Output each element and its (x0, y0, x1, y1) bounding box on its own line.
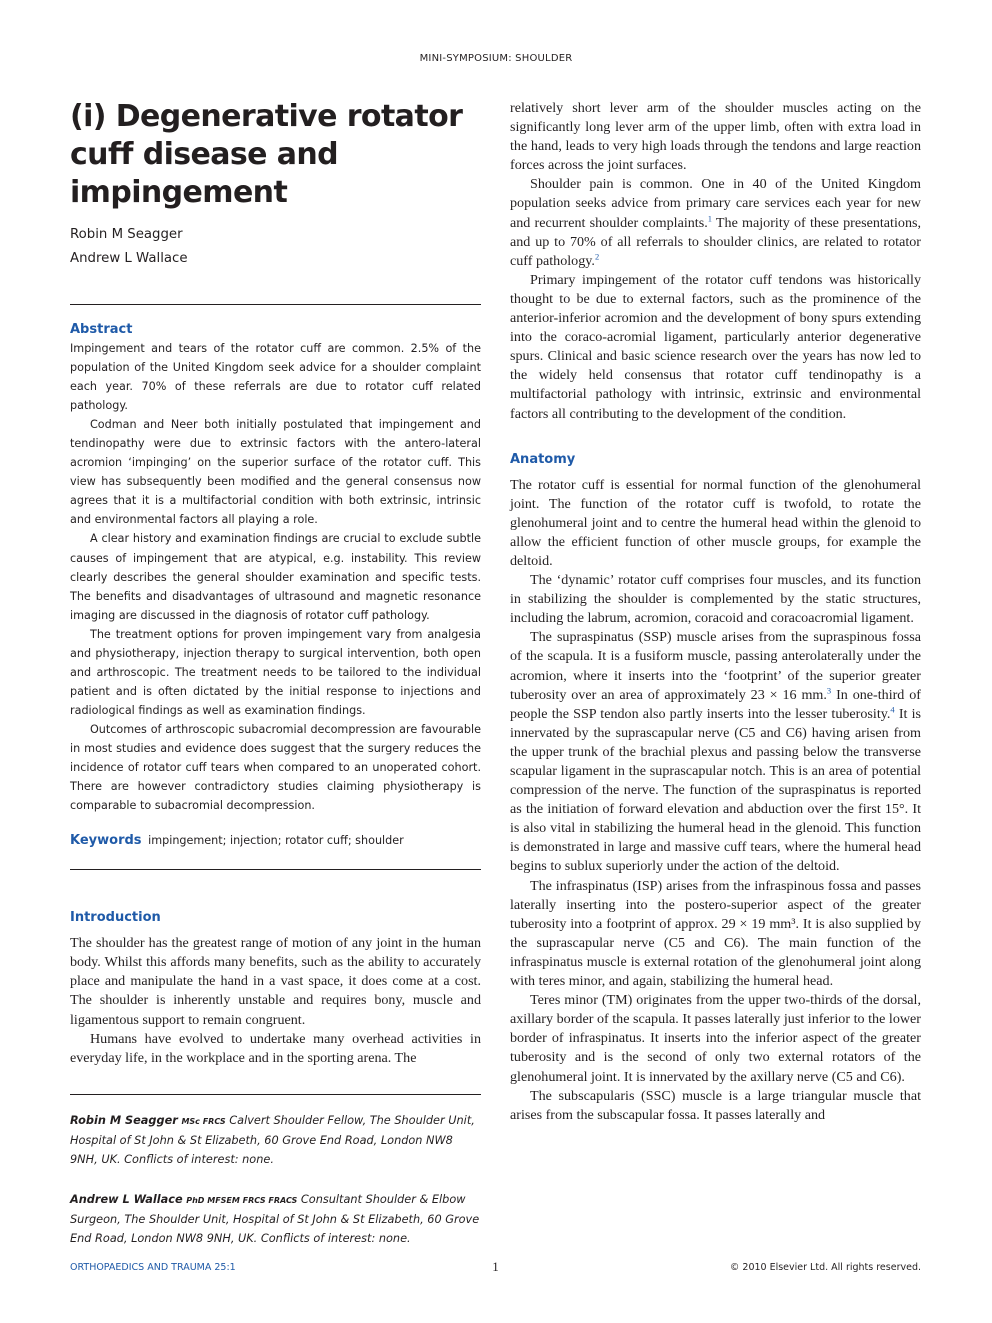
body-paragraph: The ‘dynamic’ rotator cuff comprises four muscles, and its function in stabilizing the shoulder is complemented by the static structures, including the labrum, acromion, coracoid and coracoacromial ligament. (510, 572, 921, 627)
body-paragraph: The subscapularis (SSC) muscle is a large triangular muscle that arises from the subscapular fossa. It passes laterally and (510, 1087, 921, 1123)
body-text: In one-third of people the SSP tendon also partly inserts into the lesser tuberosity. (510, 686, 921, 722)
affiliation-degrees: PhD MFSEM FRCS FRACS (186, 1195, 298, 1205)
citation-link[interactable]: 4 (890, 704, 895, 715)
body-text: The majority of these presentations, and up to 70% of all referrals to shoulder clinics, are related to rotator cuff pathology. (510, 214, 921, 269)
body-paragraph (510, 628, 921, 876)
abstract-paragraph: A clear history and examination findings are crucial to exclude subtle causes of impingement that are atypical, e.g. instability. This review clearly describes the general shoulder examination and specific tests. The benefits and disadvantages of ultrasound and magnetic resonance imaging are discussed in the diagnosis of rotator cuff pathology. (70, 532, 481, 622)
divider (70, 304, 481, 305)
body-paragraph: The shoulder has the greatest range of motion of any joint in the human body. Whilst this affords many benefits, such as the ability to accurately place and manipulate the hand in a vast space, it does come at a cost. The shoulder is inherently unstable and requires bony, muscle and ligamentous support to remain congruent. (70, 935, 481, 1028)
introduction-heading: Introduction (70, 910, 161, 926)
author-name: Robin M Seagger (70, 227, 183, 242)
body-paragraph: The rotator cuff is essential for normal function of the glenohumeral joint. The function of the rotator cuff is twofold, to rotate the glenohumeral joint and to centre the humeral head within the glenoid to allow the efficient function of other muscle groups, for example the deltoid. (510, 476, 921, 569)
citation-link[interactable]: 3 (826, 684, 832, 695)
body-text: The supraspinatus (SSP) muscle arises from the supraspinous fossa of the scapula. It is a fusiform muscle, passing anterolaterally under the acromion, where it inserts into the ‘footprint’ of the superior greater tuberosity over an area of approximately 23 × 16 mm. (510, 629, 921, 703)
copyright: © 2010 Elsevier Ltd. All rights reserved. (729, 1262, 921, 1273)
abstract-paragraph: Codman and Neer both initially postulated that impingement and tendinopathy were due to extrinsic factors with the antero-lateral acromion ‘impinging’ on the superior surface of the rotator cuff. This view has subsequently been modified and the general consensus now agrees that it is a multifactorial condition with both extrinsic, intrinsic and environmental factors all playing a role. (70, 418, 481, 527)
body-paragraph: Teres minor (TM) originates from the upper two-thirds of the dorsal, axillary border of the scapula. It passes laterally just inferior to the lower border of infraspinatus. It inserts into the inferior aspect of the greater tuberosity and is the second of only two external rotators of the glenohumeral joint. It is innervated by the axillary nerve (C5 and C6). (510, 992, 921, 1085)
article-title: (i) Degenerative rotator cuff disease and impingement (70, 99, 463, 210)
author-list (70, 223, 481, 271)
body-paragraph: The infraspinatus (ISP) arises from the infraspinous fossa and passes laterally inserting into the postero-superior aspect of the greater tuberosity into a footprint of approx. 29 × 19 mm³. It is also supplied by the suprascapular nerve (C5 and C6). The main function of the infraspinatus muscle is external rotation of the glenohumeral joint along with teres minor, and again, stabilizing the humeral head. (510, 877, 921, 990)
body-paragraph: relatively short lever arm of the shoulder muscles acting on the significantly long lever arm of the upper limb, often with extra load in the hand, leads to very high loads through the tendons and large reaction forces across the joint surfaces. (510, 100, 921, 174)
abstract-paragraph: The treatment options for proven impingement vary from analgesia and physiotherapy, injection therapy to surgical intervention, both open and arthroscopic. The treatment needs to be tailored to the individual patient and is often dictated by the initial response to injections and radiological findings as well as examination findings. (70, 627, 481, 717)
keywords-label: Keywords (70, 833, 142, 849)
abstract (70, 322, 481, 815)
author-name: Andrew L Wallace (70, 251, 188, 266)
anatomy-heading: Anatomy (510, 451, 576, 467)
affiliation-text: Calvert Shoulder Fellow, The Shoulder Unit, Hospital of St John & St Elizabeth, 60 Grove End Road, London NW8 9NH, UK. Conflicts of interest: none. (70, 1113, 475, 1166)
affiliation-name: Andrew L Wallace (70, 1192, 183, 1206)
left-column (70, 98, 481, 1248)
abstract-paragraph: Impingement and tears of the rotator cuff are common. 2.5% of the population of the United Kingdom seek advice for a shoulder complaint each year. 70% of these referrals are due to rotator cuff related pathology. (70, 342, 481, 413)
affiliation (70, 1111, 481, 1169)
body-paragraph: Humans have evolved to undertake many overhead activities in everyday life, in the workplace and in the sporting arena. The (70, 1030, 481, 1066)
abstract-paragraph: Outcomes of arthroscopic subacromial decompression are favourable in most studies and evidence does suggest that the surgery reduces the incidence of rotator cuff tears when compared to an unoperated cohort. There are however contradictory studies claiming physiotherapy is comparable to subacromial decompression. (70, 722, 481, 813)
keywords (70, 833, 481, 848)
affiliation (70, 1190, 481, 1248)
journal-name: ORTHOPAEDICS AND TRAUMA 25:1 (70, 1262, 236, 1273)
affiliation-text: Consultant Shoulder & Elbow Surgeon, The Shoulder Unit, Hospital of St John & St Elizabeth, 60 Grove End Road, London NW8 9NH, UK. Conflicts of interest: none. (70, 1192, 480, 1245)
body-text: Shoulder pain is common. One in 40 of the United Kingdom population seeks advice from primary care services each year for new and recurrent shoulder complaints. (510, 176, 921, 231)
introduction-section (70, 910, 481, 1068)
citation-link[interactable]: 1 (707, 212, 712, 223)
keywords-list: impingement; injection; rotator cuff; shoulder (148, 834, 404, 848)
affiliation-name: Robin M Seagger (70, 1113, 178, 1127)
page-number: 1 (492, 1259, 499, 1274)
abstract-heading: Abstract (70, 322, 133, 337)
affiliation-degrees: MSc FRCS (181, 1116, 226, 1126)
body-paragraph (510, 175, 921, 270)
divider (70, 869, 481, 870)
citation-link[interactable]: 2 (594, 251, 600, 262)
body-text: It is innervated by the suprascapular nerve (C5 and C6) having arisen from the upper trunk of the brachial plexus and passing below the transverse scapular ligament in the suprascapular notch. This is an area of potential compression of the nerve. The function of the supraspinatus is reported as the initiation of forward elevation and abduction over the first 15°. It is also vital in stabilizing the humeral head in the glenoid. This function is demonstrated in large and massive cuff tears, where the humeral head begins to sublux superiorly under the action of the deltoid. (510, 705, 922, 875)
author-affiliations (70, 1111, 481, 1248)
running-header: MINI-SYMPOSIUM: SHOULDER (419, 53, 573, 64)
body-paragraph: Primary impingement of the rotator cuff tendons was historically thought to be due to external factors, such as the prominence of the anterior-inferior acromion and the development of bony spurs extending into the coraco-acromial ligament, particularly anterior degenerative spurs. Clinical and basic science research over the years has now led to the widely held consensus that rotator cuff tendinopathy is a multifactorial pathology with intrinsic, extrinsic and environmental factors all contributing to the development of the condition. (510, 271, 921, 422)
right-column (510, 99, 921, 1125)
divider (70, 1094, 481, 1095)
